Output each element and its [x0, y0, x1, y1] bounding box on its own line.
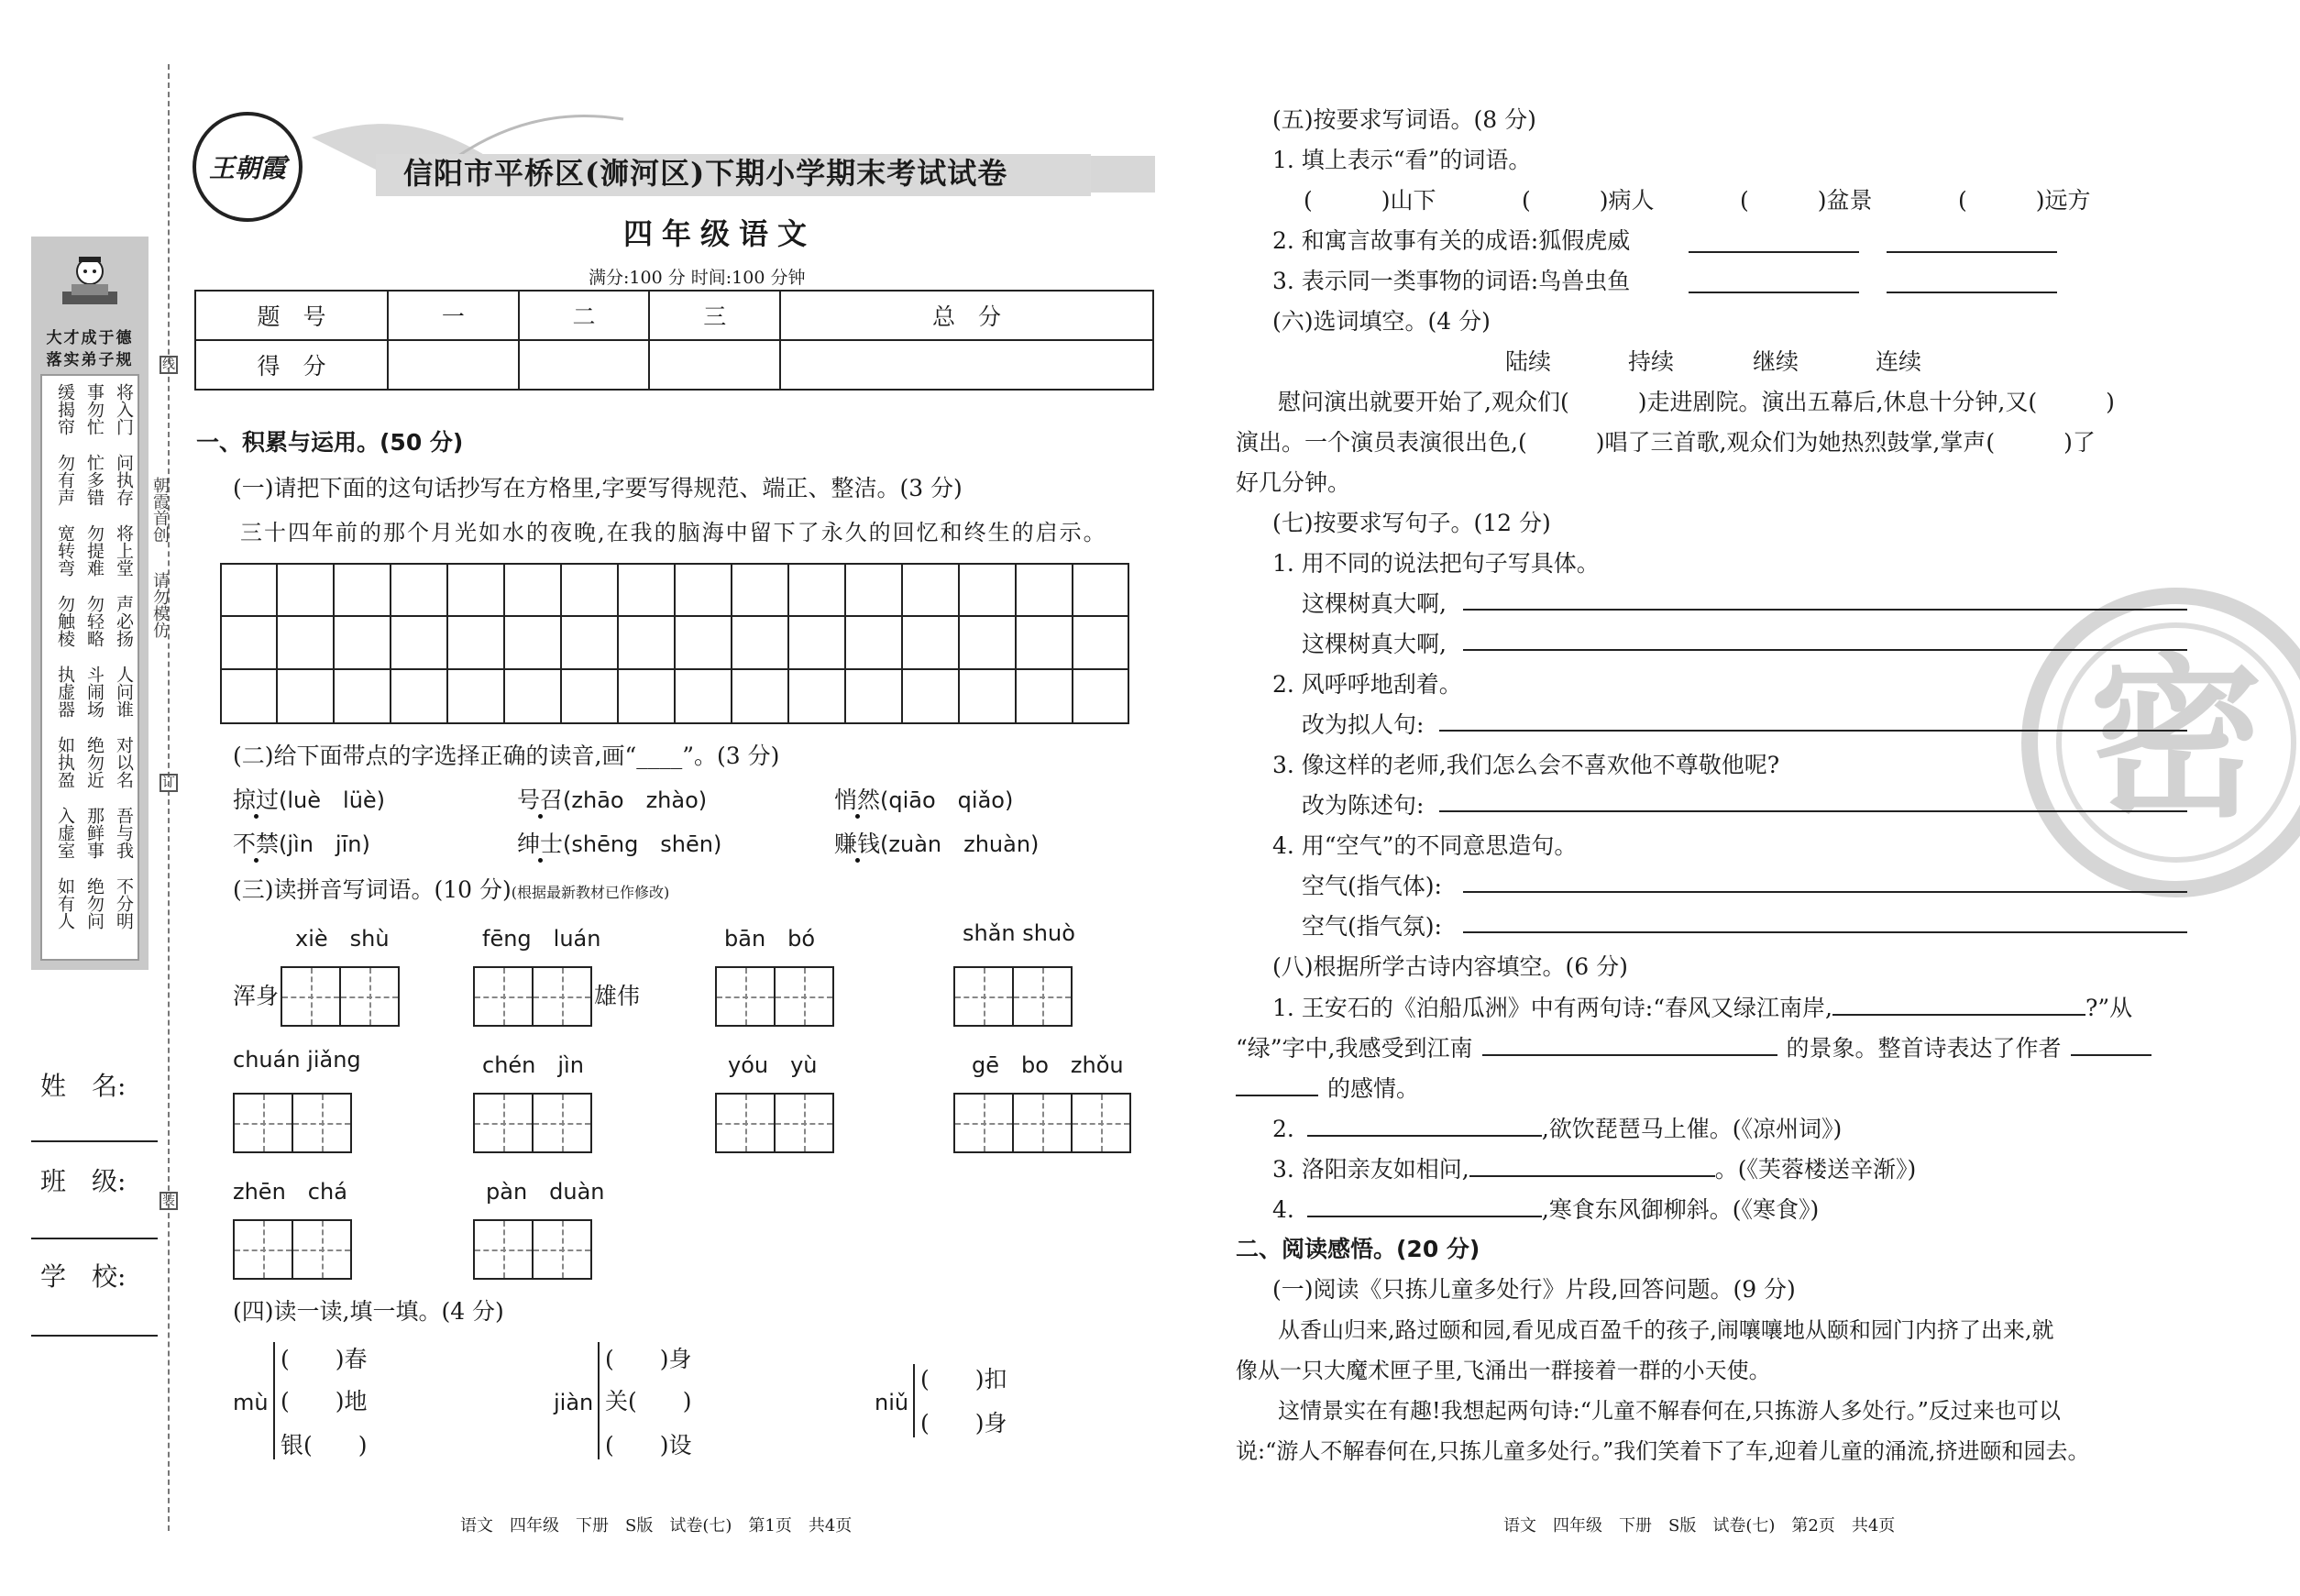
logo-badge	[193, 112, 303, 222]
q8-blank[interactable]	[2071, 1032, 2151, 1056]
q3-pinyin: chuán jiǎng	[233, 1047, 361, 1073]
name-label: 姓 名:	[40, 1071, 127, 1101]
score-table	[194, 290, 1154, 391]
q8-text: ,寒食东风御柳斜。(《寒食》)	[1541, 1196, 1820, 1223]
score-cell[interactable]	[388, 340, 519, 390]
dizigui-cell: 对以名	[114, 736, 134, 788]
q8-blank[interactable]	[1832, 992, 2085, 1016]
q3-pinyin: gē bo zhǒu	[972, 1052, 1124, 1078]
copyright-vertical-2: 请勿模仿	[150, 572, 170, 638]
dizigui-text-block	[48, 383, 136, 952]
dizigui-cell: 人问谁	[114, 666, 134, 718]
q7-prompt: 改为拟人句:	[1302, 711, 1425, 738]
watermark-icon	[2020, 587, 2300, 898]
q5-blank[interactable]: ( )远方	[1958, 187, 2091, 214]
score-header-cell: 二	[519, 291, 650, 340]
dizigui-cell: 绝勿问	[84, 877, 105, 930]
part1-heading: 一、积累与运用。(50 分)	[196, 429, 464, 456]
q6-paragraph-line: 慰问演出就要开始了,观众们( )走进剧院。演出五幕后,休息十分钟,又( )	[1278, 389, 2115, 415]
q4-item[interactable]: ( )身	[605, 1346, 692, 1372]
q4-item[interactable]: ( )身	[920, 1410, 1007, 1436]
q4-item[interactable]: 关( )	[605, 1388, 692, 1414]
reading-paragraph-line: 从香山归来,路过颐和园,看见成百盈千的孩子,闹嚷嚷地从颐和园门内挤了出来,就	[1278, 1317, 2054, 1343]
q3-pinyin: xiè shù	[295, 926, 390, 952]
binding-dash-line	[168, 64, 170, 1531]
q3-writing-box[interactable]	[953, 1093, 1131, 1153]
watermark-glyph: 密	[2088, 638, 2264, 841]
q5-answer-line[interactable]	[1689, 251, 1859, 253]
dizigui-cell: 勿轻略	[84, 595, 105, 647]
q2-word: 不禁	[233, 831, 280, 857]
q8-blank[interactable]	[1307, 1194, 1542, 1217]
q8-line2	[1236, 1032, 2151, 1064]
q3-writing-box[interactable]	[473, 1219, 592, 1280]
q8-blank[interactable]	[1482, 1032, 1777, 1056]
q2-word: 赚钱	[834, 831, 881, 857]
q3-writing-box[interactable]	[953, 966, 1073, 1027]
q3-pinyin: fēng luán	[482, 926, 601, 952]
q5-sub2: 2. 和寓言故事有关的成语:狐假虎威	[1272, 227, 1631, 254]
q4-item[interactable]: ( )春	[281, 1346, 368, 1372]
dizigui-cell: 将入门	[114, 383, 134, 435]
q7-answer-line[interactable]	[1463, 649, 2187, 651]
q8-text: 。(《芙蓉楼送辛渐》)	[1714, 1156, 1917, 1183]
school-field[interactable]	[31, 1335, 158, 1337]
q6-word: 持续	[1628, 348, 1675, 375]
q3-suffix: 雄伟	[594, 983, 641, 1009]
q5-blank[interactable]: ( )盆景	[1740, 187, 1873, 214]
copyright-vertical-1: 朝霞首创	[150, 477, 170, 543]
exam-meta: 满分:100 分 时间:100 分钟	[589, 268, 806, 288]
q8-text: 的景象。整首诗表达了作者	[1786, 1035, 2062, 1062]
q6-word: 继续	[1753, 348, 1799, 375]
q2-pinyin[interactable]: (jìn jīn)	[279, 831, 370, 857]
score-header-cell: 三	[649, 291, 780, 340]
dizigui-cell: 勿提难	[84, 524, 105, 577]
dizigui-cell: 那鲜事	[84, 807, 105, 859]
q3-pinyin: zhēn chá	[233, 1179, 347, 1205]
q7-sub2: 2. 风呼呼地刮着。	[1272, 671, 1462, 698]
q2-item	[517, 785, 707, 816]
q8-text: ,欲饮琵琶马上催。(《凉州词》)	[1541, 1116, 1843, 1142]
dizigui-cell: 将上堂	[114, 524, 134, 577]
dizigui-cell: 绝勿近	[84, 736, 105, 788]
q8-text: 4.	[1272, 1196, 1294, 1223]
dizigui-cell: 事勿忙	[84, 383, 105, 435]
q8-line6	[1272, 1194, 1819, 1226]
q2-word: 悄然	[834, 787, 881, 813]
q2-word: 绅士	[517, 831, 564, 857]
sidebar-panel	[31, 237, 149, 970]
exam-title: 信阳市平桥区(浉河区)下期小学期末考试试卷	[403, 156, 1008, 191]
sidebar-motto-2: 落实弟子规	[46, 351, 134, 369]
q2-pinyin[interactable]: (zuàn zhuàn)	[880, 831, 1040, 857]
dizigui-cell: 如有人	[55, 877, 75, 930]
q7-prompt: 空气(指气氛):	[1302, 913, 1442, 940]
q5-label: (五)按要求写词语。(8 分)	[1272, 106, 1536, 133]
class-label: 班 级:	[40, 1166, 127, 1196]
q7-answer-line[interactable]	[1439, 730, 2187, 732]
q3-label	[233, 875, 669, 908]
q3-writing-box[interactable]	[233, 1093, 352, 1153]
dizigui-cell: 执虚器	[55, 666, 75, 718]
q7-prompt: 空气(指气体):	[1302, 873, 1442, 899]
seal-mark-line: 线	[160, 356, 178, 374]
sidebar-motto-1: 大才成于德	[46, 329, 134, 347]
q8-text: 的感情。	[1327, 1075, 1420, 1102]
q5-sub1: 1. 填上表示“看”的词语。	[1272, 147, 1532, 173]
q8-line3	[1236, 1073, 1419, 1105]
q8-text: 2.	[1272, 1116, 1294, 1142]
dizigui-cell: 勿有声	[55, 454, 75, 506]
dizigui-cell: 不分明	[114, 877, 134, 930]
q3-prefix: 浑身	[233, 983, 280, 1009]
q2-word: 掠过	[233, 787, 280, 813]
dizigui-cell: 入虚室	[55, 807, 75, 859]
q4-brace	[913, 1364, 915, 1437]
q3-writing-box[interactable]	[233, 1219, 352, 1280]
q8-blank[interactable]	[1469, 1153, 1715, 1177]
q6-label: (六)选词填空。(4 分)	[1272, 308, 1491, 335]
q2-item	[834, 829, 1039, 860]
q3-pinyin: yóu yù	[728, 1052, 818, 1078]
seal-mark-order: 订	[160, 774, 178, 792]
part2-heading: 二、阅读感悟。(20 分)	[1236, 1236, 1480, 1262]
q6-paragraph-line: 好几分钟。	[1236, 469, 1351, 496]
q1-label: (一)请把下面的这句话抄写在方格里,字要写得规范、端正、整洁。(3 分)	[233, 475, 963, 501]
dizigui-cell: 缓揭帘	[55, 383, 75, 435]
q2-label: (二)给下面带点的字选择正确的读音,画“____”。(3 分)	[233, 743, 780, 769]
reading-paragraph-line: 这情景实在有趣!我想起两句诗:“儿童不解春何在,只拣游人多处行。”反过来也可以	[1278, 1398, 2061, 1424]
seal-mark-bind: 装	[160, 1192, 178, 1210]
copy-writing-grid[interactable]	[220, 563, 1129, 724]
q5-blank[interactable]: ( )病人	[1522, 187, 1655, 214]
score-cell[interactable]	[780, 340, 1153, 390]
score-table-header-row	[195, 291, 1153, 340]
q8-text: “绿”字中,我感受到江南	[1236, 1035, 1473, 1062]
dizigui-box	[40, 374, 139, 961]
q2-word: 号召	[517, 787, 564, 813]
reading-paragraph-line: 像从一只大魔术匣子里,飞涌出一群接着一群的小天使。	[1236, 1358, 1771, 1383]
q7-prompt: 这棵树真大啊,	[1302, 631, 1447, 657]
q7-sub4: 4. 用“空气”的不同意思造句。	[1272, 832, 1578, 859]
q4-item[interactable]: ( )设	[605, 1432, 692, 1458]
q3-pinyin: pàn duàn	[486, 1179, 605, 1205]
q8-text: 1. 王安石的《泊船瓜洲》中有两句诗:“春风又绿江南岸,	[1272, 995, 1832, 1021]
score-header-cell: 一	[388, 291, 519, 340]
q4-item[interactable]: ( )地	[281, 1388, 368, 1414]
score-cell[interactable]	[649, 340, 780, 390]
dizigui-cell: 忙多错	[84, 454, 105, 506]
q6-word: 连续	[1876, 348, 1922, 375]
logo-text: 王朝霞	[208, 153, 286, 183]
dizigui-cell: 声必扬	[114, 595, 134, 647]
q3-label-text: (三)读拼音写词语。(10 分)	[233, 876, 512, 903]
q5-sub3: 3. 表示同一类事物的词语:鸟兽虫鱼	[1272, 268, 1631, 294]
q5-answer-line[interactable]	[1689, 292, 1859, 293]
q8-line4	[1272, 1113, 1842, 1145]
q7-label: (七)按要求写句子。(12 分)	[1272, 510, 1551, 536]
q3-writing-box[interactable]	[473, 966, 592, 1027]
q7-answer-line[interactable]	[1439, 810, 2187, 812]
q3-writing-box[interactable]	[715, 1093, 834, 1153]
q5-answer-line[interactable]	[1887, 251, 2057, 253]
score-cell[interactable]	[519, 340, 650, 390]
dizigui-cell: 吾与我	[114, 807, 134, 859]
q8-blank[interactable]	[1307, 1113, 1542, 1137]
q4-brace	[598, 1342, 600, 1459]
dizigui-cell: 斗闹场	[84, 666, 105, 718]
q3-writing-box[interactable]	[473, 1093, 592, 1153]
q2-pinyin[interactable]: (shēng shēn)	[563, 831, 722, 857]
q7-answer-line[interactable]	[1463, 891, 2187, 893]
dizigui-cell: 宽转弯	[55, 524, 75, 577]
q7-answer-line[interactable]	[1463, 609, 2187, 611]
footer-left: 语文 四年级 下册 S版 试卷(七) 第1页 共4页	[460, 1516, 853, 1535]
q3-pinyin: shǎn shuò	[963, 920, 1075, 946]
scholar-figure-icon	[53, 246, 127, 319]
q4-item[interactable]: ( )扣	[920, 1366, 1007, 1392]
class-field[interactable]	[31, 1238, 158, 1239]
q1-sentence: 三十四年前的那个月光如水的夜晚,在我的脑海中留下了永久的回忆和终生的启示。	[240, 520, 1107, 545]
q8-line1	[1272, 992, 2132, 1024]
q8-text: ?”从	[2085, 995, 2133, 1021]
q2-item	[517, 829, 721, 860]
q6-word: 陆续	[1505, 348, 1552, 375]
q7-sub1: 1. 用不同的说法把句子写具体。	[1272, 550, 1600, 577]
q2-item	[233, 785, 385, 816]
part2-q1-label: (一)阅读《只拣儿童多处行》片段,回答问题。(9 分)	[1272, 1276, 1796, 1303]
q7-prompt: 改为陈述句:	[1302, 792, 1425, 819]
score-row-label: 得 分	[195, 340, 388, 390]
q4-brace	[273, 1342, 275, 1459]
q7-answer-line[interactable]	[1463, 931, 2187, 933]
q3-pinyin: chén jìn	[482, 1052, 584, 1078]
q3-pinyin: bān bó	[724, 926, 816, 952]
q4-label: (四)读一读,填一填。(4 分)	[233, 1298, 504, 1325]
q7-prompt: 这棵树真大啊,	[1302, 590, 1447, 617]
q8-line5	[1272, 1153, 1916, 1185]
q4-pinyin-jian: jiàn	[554, 1390, 594, 1415]
q4-item[interactable]: 银( )	[281, 1432, 368, 1458]
q4-pinyin-mu: mù	[233, 1390, 269, 1415]
q5-answer-line[interactable]	[1887, 292, 2057, 293]
q5-blank[interactable]: ( )山下	[1304, 187, 1436, 214]
q2-pinyin[interactable]: (qiāo qiǎo)	[880, 787, 1014, 813]
dizigui-cell: 问执存	[114, 454, 134, 506]
q6-paragraph-line: 演出。一个演员表演很出色,( )唱了三首歌,观众们为她热烈鼓掌,掌声( )了	[1236, 429, 2096, 456]
q3-note: (根据最新教材已作修改)	[511, 884, 670, 901]
q3-writing-box[interactable]	[715, 966, 834, 1027]
score-header-cell: 总 分	[780, 291, 1153, 340]
q4-pinyin-niu: niǔ	[875, 1390, 909, 1415]
q3-writing-box[interactable]	[281, 966, 400, 1027]
q2-pinyin[interactable]: (luè lüè)	[279, 787, 386, 813]
q8-blank[interactable]	[1236, 1073, 1318, 1096]
q7-sub3: 3. 像这样的老师,我们怎么会不喜欢他不尊敬他呢?	[1272, 752, 1780, 778]
score-header-cell: 题 号	[195, 291, 388, 340]
q8-text: 3. 洛阳亲友如相问,	[1272, 1156, 1469, 1183]
q2-pinyin[interactable]: (zhāo zhào)	[563, 787, 708, 813]
q8-label: (八)根据所学古诗内容填空。(6 分)	[1272, 953, 1628, 980]
q2-item	[233, 829, 370, 860]
name-field[interactable]	[31, 1140, 158, 1142]
dizigui-cell: 勿触棱	[55, 595, 75, 647]
school-label: 学 校:	[40, 1261, 127, 1292]
reading-paragraph-line: 说:“游人不解春何在,只拣儿童多处行。”我们笑着下了车,迎着儿童的涌流,挤进颐和园去。	[1236, 1438, 2090, 1464]
score-table-score-row	[195, 340, 1153, 390]
dizigui-cell: 如执盈	[55, 736, 75, 788]
subject-title: 四年级语文	[623, 216, 817, 251]
footer-right: 语文 四年级 下册 S版 试卷(七) 第2页 共4页	[1503, 1516, 1896, 1535]
q2-item	[834, 785, 1013, 816]
